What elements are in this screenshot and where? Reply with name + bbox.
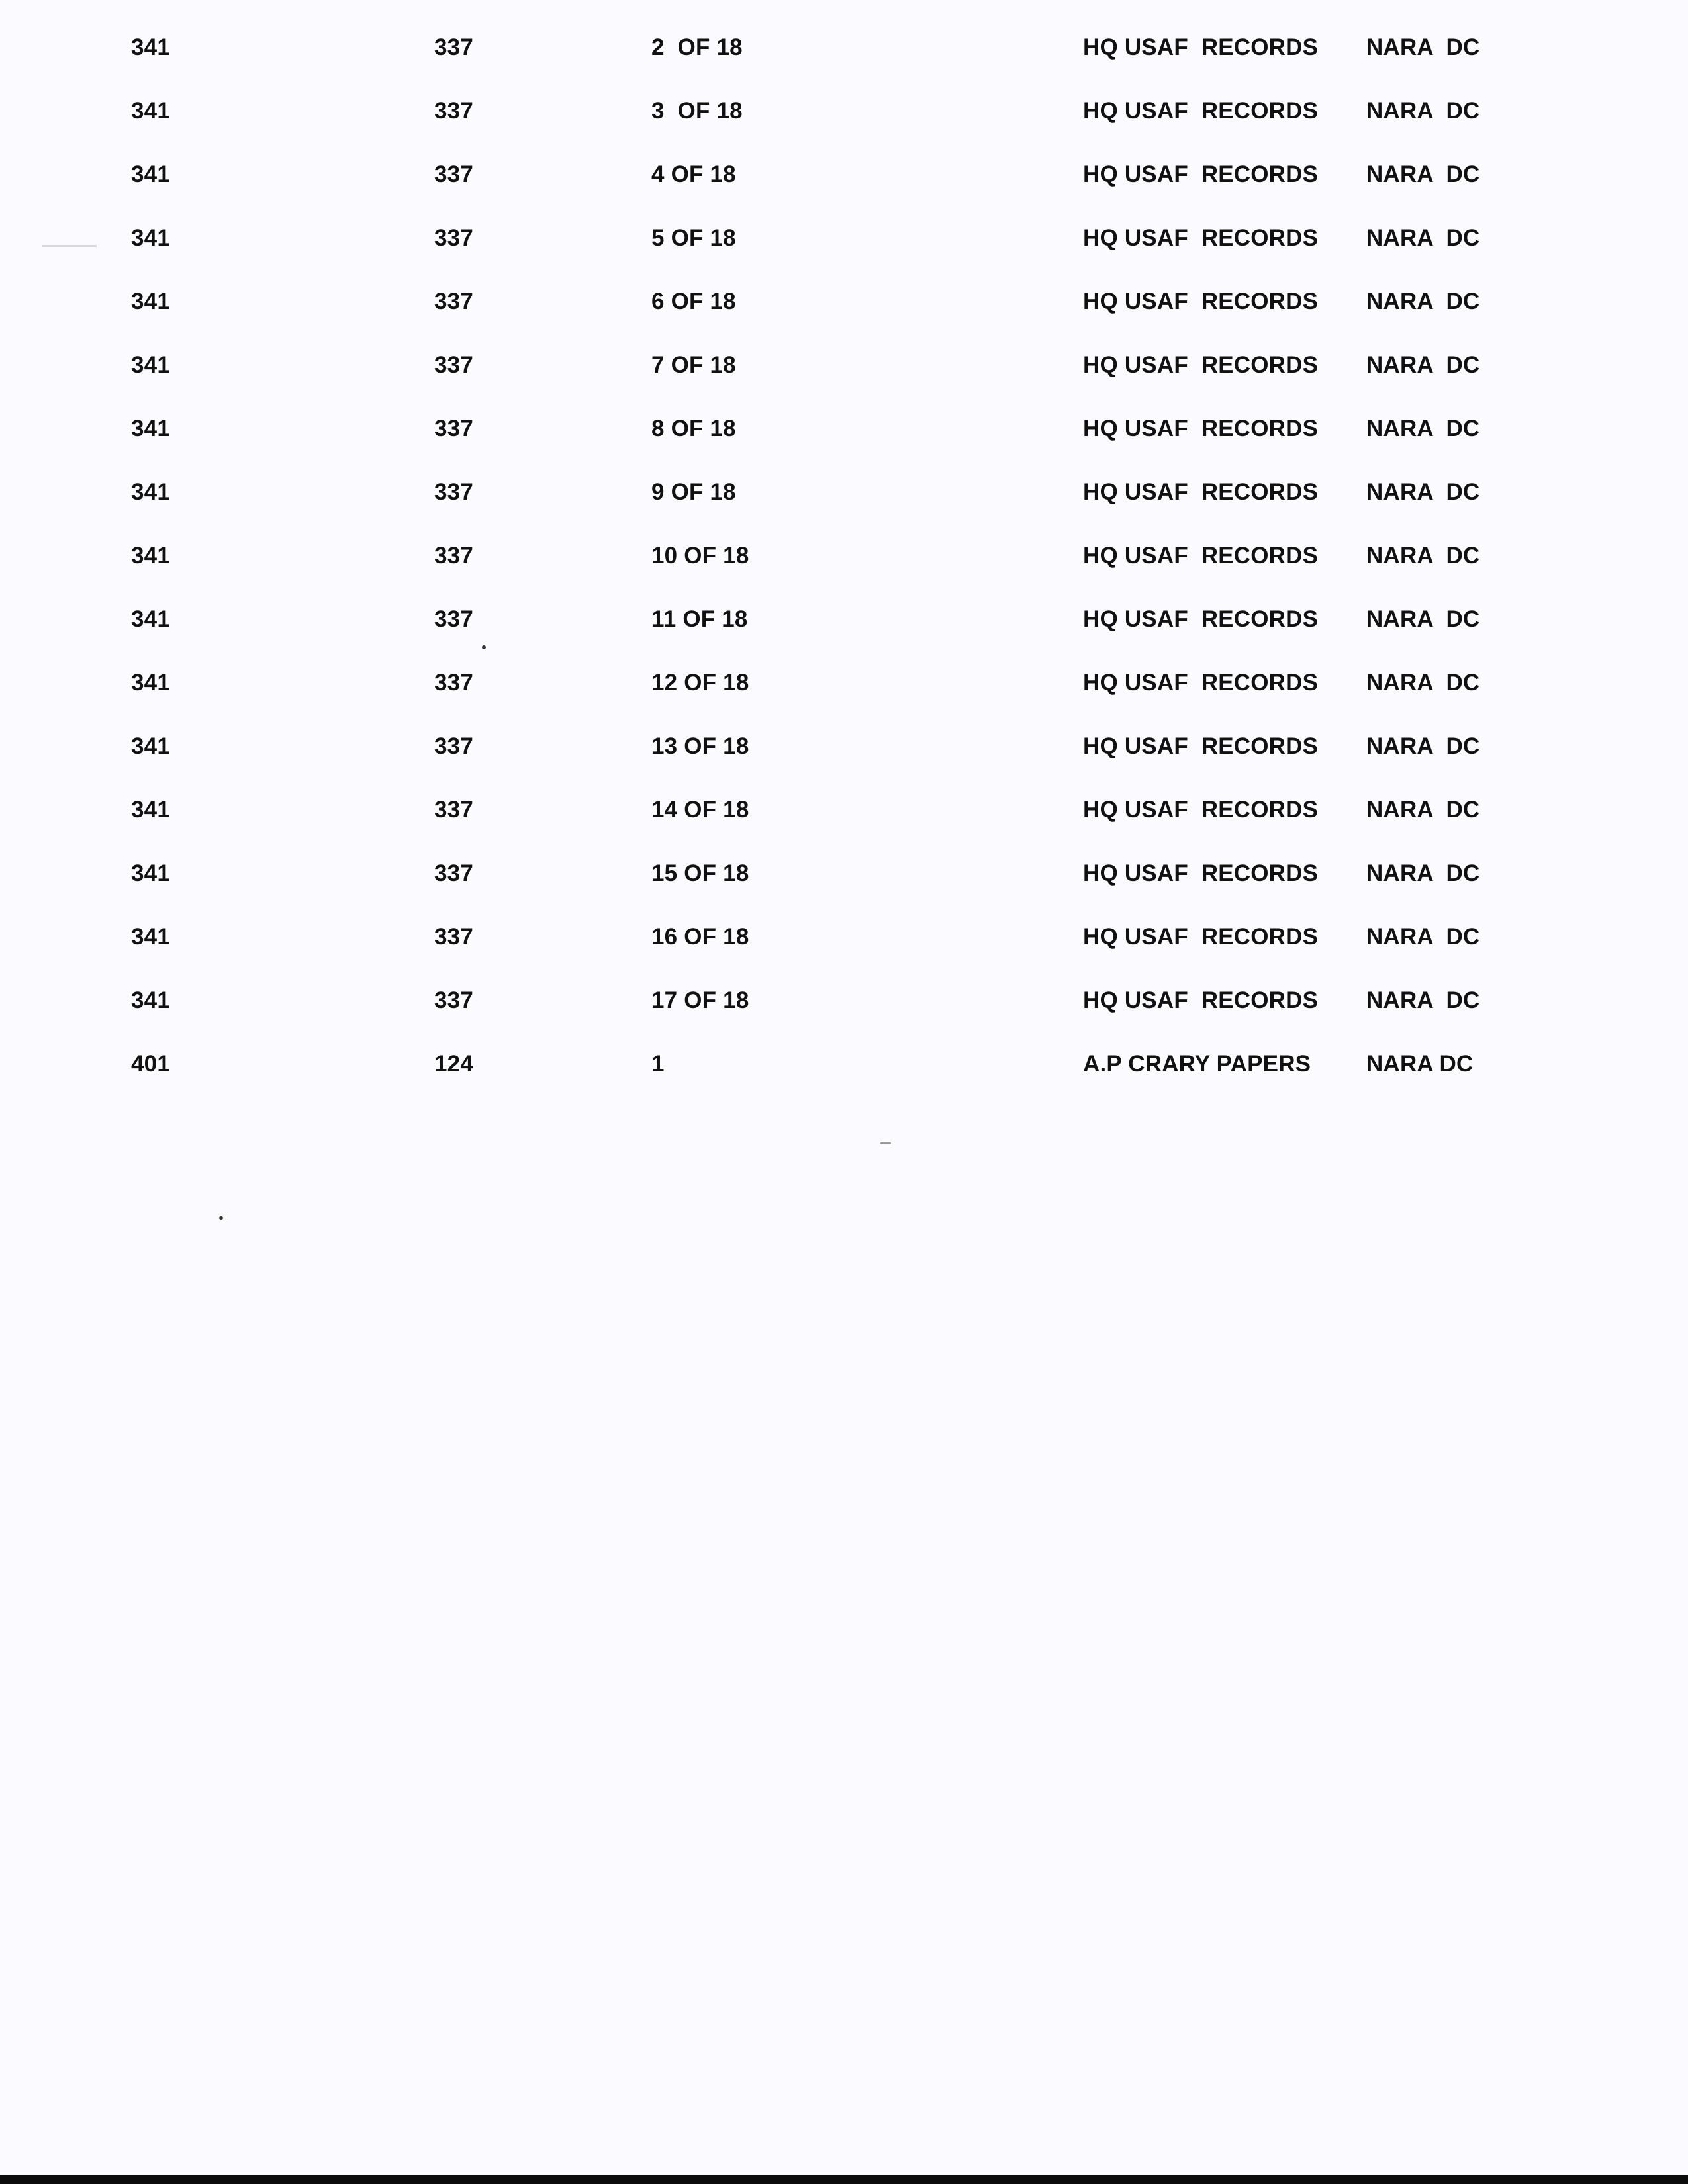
record-group: 341 [131,860,170,886]
record-title: HQ USAF RECORDS [1083,797,1319,823]
record-row [0,161,1688,225]
scan-bottom-edge [0,2175,1688,2184]
box-number: 15 OF 18 [651,860,749,886]
box-number: 7 OF 18 [651,352,736,378]
entry-number: 337 [434,733,473,759]
record-title: HQ USAF RECORDS [1083,416,1319,441]
entry-number: 337 [434,670,473,696]
entry-number: 337 [434,987,473,1013]
box-number: 17 OF 18 [651,987,749,1013]
record-location: NARA DC [1366,289,1480,314]
record-location: NARA DC [1366,924,1480,950]
box-number: 11 OF 18 [651,606,748,632]
record-title: HQ USAF RECORDS [1083,225,1319,251]
record-location: NARA DC [1366,670,1480,696]
box-number: 3 OF 18 [651,98,743,124]
record-group: 341 [131,289,170,314]
records-list [0,34,1688,1115]
entry-number: 337 [434,98,473,124]
record-group: 341 [131,606,170,632]
record-location: NARA DC [1366,797,1480,823]
record-location: NARA DC [1366,860,1480,886]
entry-number: 337 [434,860,473,886]
record-title: HQ USAF RECORDS [1083,860,1319,886]
record-group: 341 [131,543,170,569]
record-title: HQ USAF RECORDS [1083,670,1319,696]
record-location: NARA DC [1366,479,1480,505]
record-location: NARA DC [1366,1051,1474,1077]
record-title: HQ USAF RECORDS [1083,543,1319,569]
box-number: 2 OF 18 [651,34,743,60]
entry-number: 337 [434,352,473,378]
record-location: NARA DC [1366,416,1480,441]
box-number: 4 OF 18 [651,161,736,187]
record-row [0,543,1688,606]
record-group: 341 [131,987,170,1013]
record-group: 341 [131,797,170,823]
box-number: 5 OF 18 [651,225,736,251]
record-location: NARA DC [1366,98,1480,124]
entry-number: 337 [434,34,473,60]
box-number: 1 [651,1051,665,1077]
record-group: 341 [131,352,170,378]
record-title: HQ USAF RECORDS [1083,161,1319,187]
box-number: 12 OF 18 [651,670,749,696]
record-group: 341 [131,924,170,950]
scan-speck [219,1216,223,1220]
box-number: 16 OF 18 [651,924,749,950]
record-row [0,924,1688,987]
record-row [0,1051,1688,1115]
record-row [0,797,1688,860]
record-title: HQ USAF RECORDS [1083,733,1319,759]
entry-number: 337 [434,924,473,950]
record-location: NARA DC [1366,543,1480,569]
record-location: NARA DC [1366,606,1480,632]
record-group: 341 [131,670,170,696]
scan-speck [482,645,486,649]
box-number: 10 OF 18 [651,543,749,569]
record-group: 341 [131,733,170,759]
record-location: NARA DC [1366,34,1480,60]
entry-number: 124 [434,1051,473,1077]
record-row [0,606,1688,670]
record-title: HQ USAF RECORDS [1083,289,1319,314]
record-row [0,670,1688,733]
record-group: 341 [131,416,170,441]
record-row [0,289,1688,352]
record-title: HQ USAF RECORDS [1083,479,1319,505]
record-row [0,98,1688,161]
entry-number: 337 [434,289,473,314]
record-row [0,733,1688,797]
record-row [0,225,1688,289]
record-location: NARA DC [1366,733,1480,759]
record-group: 341 [131,161,170,187]
record-group: 341 [131,34,170,60]
entry-number: 337 [434,225,473,251]
record-location: NARA DC [1366,987,1480,1013]
entry-number: 337 [434,161,473,187]
record-row [0,479,1688,543]
box-number: 6 OF 18 [651,289,736,314]
entry-number: 337 [434,797,473,823]
record-group: 401 [131,1051,170,1077]
record-location: NARA DC [1366,161,1480,187]
box-number: 9 OF 18 [651,479,736,505]
record-row [0,416,1688,479]
box-number: 8 OF 18 [651,416,736,441]
record-title: HQ USAF RECORDS [1083,34,1319,60]
record-location: NARA DC [1366,352,1480,378]
record-group: 341 [131,98,170,124]
record-group: 341 [131,225,170,251]
record-row [0,352,1688,416]
scan-speck [880,1142,891,1144]
record-row [0,34,1688,98]
entry-number: 337 [434,606,473,632]
entry-number: 337 [434,543,473,569]
record-title: HQ USAF RECORDS [1083,987,1319,1013]
record-title: HQ USAF RECORDS [1083,924,1319,950]
record-title: HQ USAF RECORDS [1083,352,1319,378]
record-title: A.P CRARY PAPERS [1083,1051,1311,1077]
record-title: HQ USAF RECORDS [1083,98,1319,124]
record-row [0,987,1688,1051]
record-group: 341 [131,479,170,505]
entry-number: 337 [434,479,473,505]
entry-number: 337 [434,416,473,441]
record-location: NARA DC [1366,225,1480,251]
box-number: 13 OF 18 [651,733,749,759]
record-title: HQ USAF RECORDS [1083,606,1319,632]
record-row [0,860,1688,924]
box-number: 14 OF 18 [651,797,749,823]
